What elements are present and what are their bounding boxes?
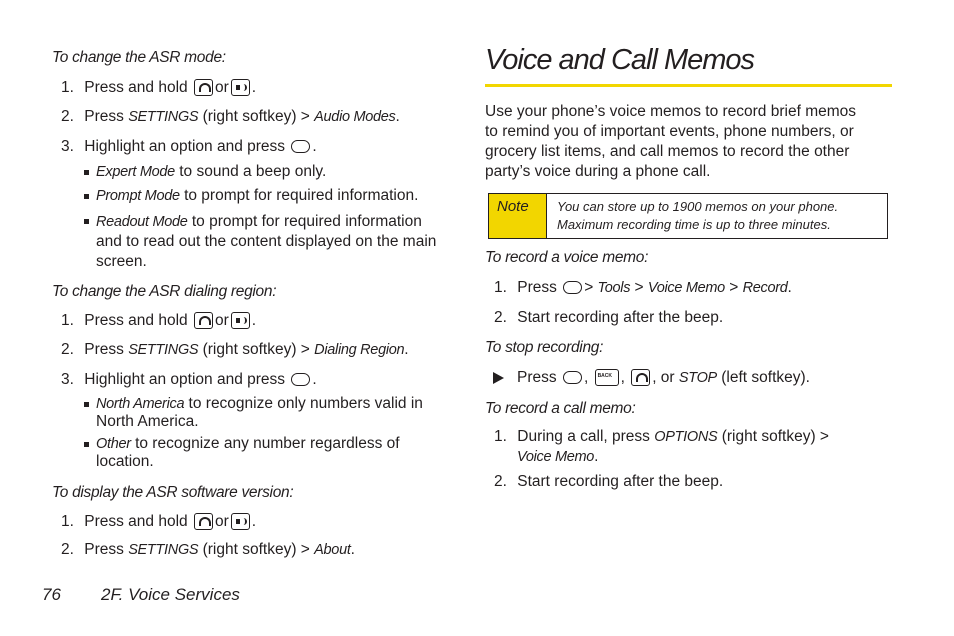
step-press: Press <box>84 341 124 358</box>
step-number: 3. <box>61 371 74 388</box>
dialing-region-step-2 <box>61 341 409 359</box>
software-version-heading: To display the ASR software version: <box>52 484 294 501</box>
dialing-region-step-1 <box>61 312 256 330</box>
or-text: or <box>214 513 229 530</box>
step-text: Highlight an option and press <box>84 371 286 388</box>
talk-key-icon <box>194 79 213 96</box>
stop-softkey-label: STOP <box>678 370 717 386</box>
talk-key-icon <box>194 312 213 329</box>
step-number: 2. <box>494 309 507 326</box>
step-text: Press and hold <box>84 312 188 329</box>
step-text: During a call, press <box>517 428 650 445</box>
bullet-text: to sound a beep only. <box>179 163 327 180</box>
period: . <box>404 341 409 358</box>
bullet-north-america <box>96 395 423 431</box>
bullet-term: Expert Mode <box>96 164 175 180</box>
record-menu-label: Record <box>742 280 788 296</box>
step-press: Press <box>84 108 124 125</box>
asr-mode-step-2 <box>61 108 400 126</box>
step-number: 2. <box>61 341 74 358</box>
settings-softkey-label: SETTINGS <box>128 342 199 358</box>
asr-mode-heading: To change the ASR mode: <box>52 49 226 66</box>
bullet-text-line-2: location. <box>96 453 154 470</box>
intro-paragraph <box>485 102 856 182</box>
step-text: Highlight an option and press <box>84 138 286 155</box>
period: . <box>350 541 355 558</box>
step-text: Start recording after the beep. <box>517 473 724 490</box>
step-number: 1. <box>494 428 507 445</box>
bullet-text-line-2: and to read out the content displayed on the main <box>96 233 437 250</box>
voice-memo-menu-label: Voice Memo <box>647 280 725 296</box>
bullet-icon <box>84 219 89 224</box>
software-version-step-1 <box>61 513 256 531</box>
tools-menu-label: Tools <box>597 280 631 296</box>
step-number: 2. <box>61 541 74 558</box>
page-number: 76 <box>42 585 61 604</box>
arrow-bullet-icon <box>493 372 504 384</box>
note-line-1: You can store up to 1900 memos on your phone. <box>557 199 839 214</box>
bullet-text: to recognize only numbers valid in <box>188 395 423 412</box>
voice-memo-menu-label: Voice Memo <box>517 449 595 465</box>
step-press: Press <box>517 279 557 296</box>
period: . <box>395 108 400 125</box>
settings-softkey-label: SETTINGS <box>128 542 199 558</box>
step-press: Press <box>84 541 124 558</box>
options-softkey-label: OPTIONS <box>654 429 718 445</box>
step-number: 1. <box>61 513 74 530</box>
bullet-term: Readout Mode <box>96 214 188 230</box>
step-mid: (right softkey) > <box>202 341 310 358</box>
bullet-text: to prompt for required information. <box>184 187 419 204</box>
step-number: 3. <box>61 138 74 155</box>
record-voice-memo-heading: To record a voice memo: <box>485 249 649 266</box>
bullet-term: Prompt Mode <box>96 188 180 204</box>
period: . <box>312 371 317 388</box>
section-title: 2F. Voice Services <box>101 585 240 604</box>
speaker-key-icon <box>231 79 250 96</box>
bullet-icon <box>84 402 89 407</box>
bullet-text-line-3: screen. <box>96 253 147 270</box>
step-number: 2. <box>61 108 74 125</box>
bullet-icon <box>84 170 89 175</box>
menu-ok-key-icon <box>563 281 582 294</box>
record-voice-step-2 <box>494 309 723 327</box>
step-number: 1. <box>61 312 74 329</box>
bullet-prompt-mode <box>96 187 418 205</box>
period: . <box>251 513 257 530</box>
note-divider <box>546 194 547 238</box>
menu-ok-key-icon <box>563 371 582 384</box>
software-version-step-2 <box>61 541 355 559</box>
or-text: or <box>214 79 229 96</box>
note-text <box>557 198 838 234</box>
about-menu-label: About <box>314 542 351 558</box>
menu-ok-key-icon <box>291 373 310 386</box>
bullet-icon <box>84 442 89 447</box>
bullet-readout-mode <box>96 212 436 272</box>
menu-ok-key-icon <box>291 140 310 153</box>
bullet-other <box>96 435 400 471</box>
step-number: 2. <box>494 473 507 490</box>
back-key-icon <box>595 369 619 386</box>
settings-softkey-label: SETTINGS <box>128 109 199 125</box>
record-call-step-1 <box>494 427 829 467</box>
page-title: Voice and Call Memos <box>485 44 755 76</box>
step-text: Press and hold <box>84 79 188 96</box>
asr-mode-step-3 <box>61 138 317 156</box>
or-text: , or <box>652 369 675 386</box>
step-text: Start recording after the beep. <box>517 309 724 326</box>
talk-key-icon <box>631 369 650 386</box>
dialing-region-step-3 <box>61 371 317 389</box>
dialing-region-menu-label: Dialing Region <box>314 342 405 358</box>
bullet-term: North America <box>96 396 185 412</box>
title-underline <box>485 84 892 87</box>
step-number: 1. <box>61 79 74 96</box>
step-press: Press <box>517 369 557 386</box>
intro-line: party’s voice during a phone call. <box>485 163 711 180</box>
note-line-2: Maximum recording time is up to three minutes. <box>557 217 831 232</box>
bullet-text-line-2: North America. <box>96 413 199 430</box>
note-box <box>488 193 888 239</box>
step-tail: (left softkey). <box>721 369 810 386</box>
period: . <box>312 138 317 155</box>
step-number: 1. <box>494 279 507 296</box>
asr-mode-step-1 <box>61 79 256 97</box>
intro-line: to remind you of important events, phone numbers, or <box>485 123 854 140</box>
comma: , <box>620 369 625 386</box>
step-mid: (right softkey) > <box>202 108 310 125</box>
intro-line: Use your phone’s voice memos to record brief memos <box>485 103 857 120</box>
period: . <box>251 312 257 329</box>
bullet-text: to recognize any number regardless of <box>135 435 400 452</box>
stop-recording-step <box>517 369 810 387</box>
bullet-term: Other <box>96 436 131 452</box>
talk-key-icon <box>194 513 213 530</box>
period: . <box>594 448 599 465</box>
bullet-text: to prompt for required information <box>191 213 422 230</box>
record-call-step-2 <box>494 473 723 491</box>
bullet-expert-mode <box>96 163 326 181</box>
stop-recording-heading: To stop recording: <box>485 339 604 356</box>
or-text: or <box>214 312 229 329</box>
speaker-key-icon <box>231 513 250 530</box>
note-label: Note <box>497 198 529 215</box>
dialing-region-heading: To change the ASR dialing region: <box>52 283 277 300</box>
period: . <box>251 79 257 96</box>
comma: , <box>583 369 589 386</box>
step-mid: (right softkey) > <box>202 541 310 558</box>
step-mid: (right softkey) > <box>721 428 829 445</box>
record-voice-step-1: 1. Press > Tools > Voice Memo > Record. <box>494 279 792 296</box>
record-call-memo-heading: To record a call memo: <box>485 400 636 417</box>
intro-line: grocery list items, and call memos to record the other <box>485 143 850 160</box>
bullet-icon <box>84 194 89 199</box>
speaker-key-icon <box>231 312 250 329</box>
audio-modes-menu-label: Audio Modes <box>314 109 396 125</box>
period: . <box>787 279 792 296</box>
step-text: Press and hold <box>84 513 188 530</box>
